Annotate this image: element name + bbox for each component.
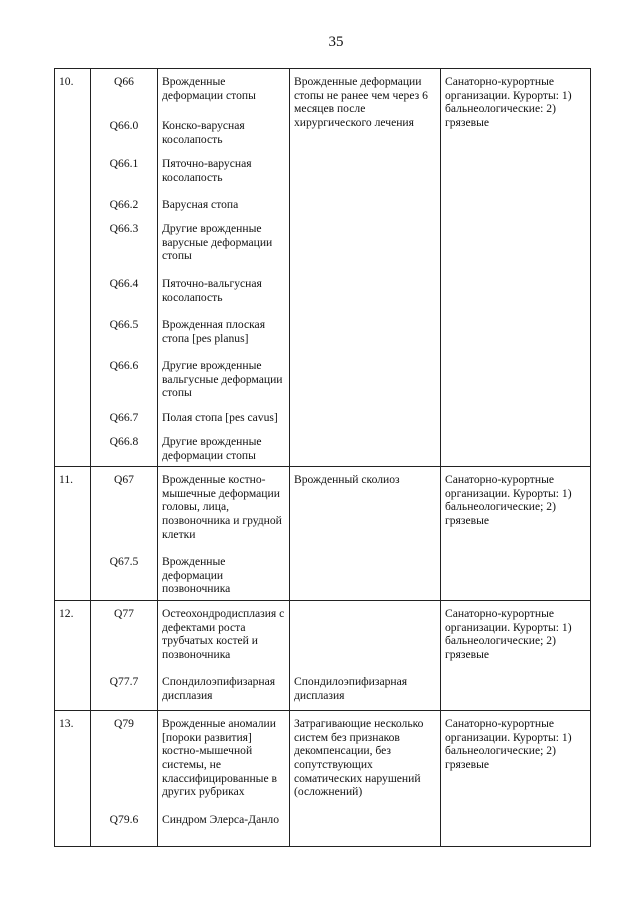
code-cell <box>91 467 158 601</box>
code-cell <box>91 601 158 711</box>
diagnosis-cell <box>158 601 290 711</box>
diagnosis-name: Пяточно-вальгусная косолапость <box>162 277 262 304</box>
diagnosis-cell <box>158 69 290 467</box>
recommendation-cell <box>441 711 591 847</box>
diagnosis-name: Врожденные деформации стопы <box>162 75 256 102</box>
icd-code: Q77.7 <box>109 675 139 689</box>
icd-code: Q66.0 <box>109 119 139 132</box>
icd-code: Q66.2 <box>109 198 139 211</box>
diagnosis-cell <box>158 467 290 601</box>
condition-text: Спондилоэпифизарная дисплазия <box>294 675 408 702</box>
table-row <box>55 69 591 467</box>
icd-code: Q66 <box>114 75 134 88</box>
diagnosis-name: Конско-варусная косолапость <box>162 119 245 146</box>
diagnosis-name: Врожденная плоская стопа [pes planus] <box>162 318 266 345</box>
diagnosis-name: Другие врожденные вальгусные деформации стопы <box>162 359 283 400</box>
table-row <box>55 601 591 711</box>
condition-cell <box>290 69 441 467</box>
icd-code: Q77 <box>114 607 134 621</box>
icd-code: Q66.5 <box>109 318 139 331</box>
table-row <box>55 711 591 847</box>
page-number: 35 <box>328 34 344 50</box>
icd-code: Q66.3 <box>109 222 139 235</box>
diagnosis-name: Другие врожденные деформации стопы <box>162 435 262 462</box>
table-row <box>55 467 591 601</box>
recommendation-cell <box>441 467 591 601</box>
row-number: 13. <box>55 711 91 847</box>
code-cell <box>91 69 158 467</box>
diagnosis-cell <box>158 711 290 847</box>
icd-code: Q66.4 <box>109 277 139 290</box>
condition-text: Врожденный сколиоз <box>294 473 400 487</box>
code-cell <box>91 711 158 847</box>
recommendation-text: Санаторно-курортные организации. Курорты: 1) бальнеологические: 2) грязевые <box>445 75 572 129</box>
condition-cell <box>290 711 441 847</box>
condition-text <box>294 607 436 675</box>
diagnosis-name: Пяточно-варусная косолапость <box>162 157 252 184</box>
document-table <box>54 68 591 847</box>
condition-cell <box>290 467 441 601</box>
diagnosis-name: Врожденные костно-мышечные деформации головы, лица, позвоночника и грудной клетки <box>162 473 282 541</box>
icd-code: Q67.5 <box>109 555 139 569</box>
icd-code: Q66.6 <box>109 359 139 372</box>
diagnosis-name: Спондилоэпифизарная дисплазия <box>162 675 276 702</box>
recommendation-cell <box>441 69 591 467</box>
icd-code: Q66.8 <box>109 435 139 448</box>
condition-text: Врожденные деформации стопы не ранее чем через 6 месяцев после хирургического лечения <box>294 75 428 129</box>
icd-code: Q66.7 <box>109 411 139 424</box>
diagnosis-name: Полая стопа [pes cavus] <box>162 411 278 424</box>
diagnosis-name: Остеохондродисплазия с дефектами роста трубчатых костей и позвоночника <box>162 607 285 661</box>
row-number: 12. <box>55 601 91 711</box>
row-number: 10. <box>55 69 91 467</box>
recommendation-text: Санаторно-курортные организации. Курорты: 1) бальнеологические; 2) грязевые <box>445 717 572 771</box>
diagnosis-name: Варусная стопа <box>162 198 239 211</box>
diagnosis-name: Врожденные аномалии [пороки развития] костно-мышечной системы, не классифицированные в других рубриках <box>162 717 277 799</box>
condition-text: Затрагивающие несколько систем без признаков декомпенсации, без сопутствующих соматических нарушений (осложнений) <box>294 717 424 799</box>
recommendation-text: Санаторно-курортные организации. Курорты: 1) бальнеологические; 2) грязевые <box>445 473 572 527</box>
recommendation-cell <box>441 601 591 711</box>
row-number: 11. <box>55 467 91 601</box>
diagnosis-name: Врожденные деформации позвоночника <box>162 555 231 596</box>
icd-code: Q66.1 <box>109 157 139 170</box>
diagnosis-name: Синдром Элерса-Данло <box>162 813 280 827</box>
recommendation-text: Санаторно-курортные организации. Курорты: 1) бальнеологические; 2) грязевые <box>445 607 572 661</box>
icd-code: Q79 <box>114 717 134 731</box>
diagnosis-name: Другие врожденные варусные деформации стопы <box>162 222 273 263</box>
icd-code: Q67 <box>114 473 134 487</box>
icd-code: Q79.6 <box>109 813 139 827</box>
condition-cell <box>290 601 441 711</box>
